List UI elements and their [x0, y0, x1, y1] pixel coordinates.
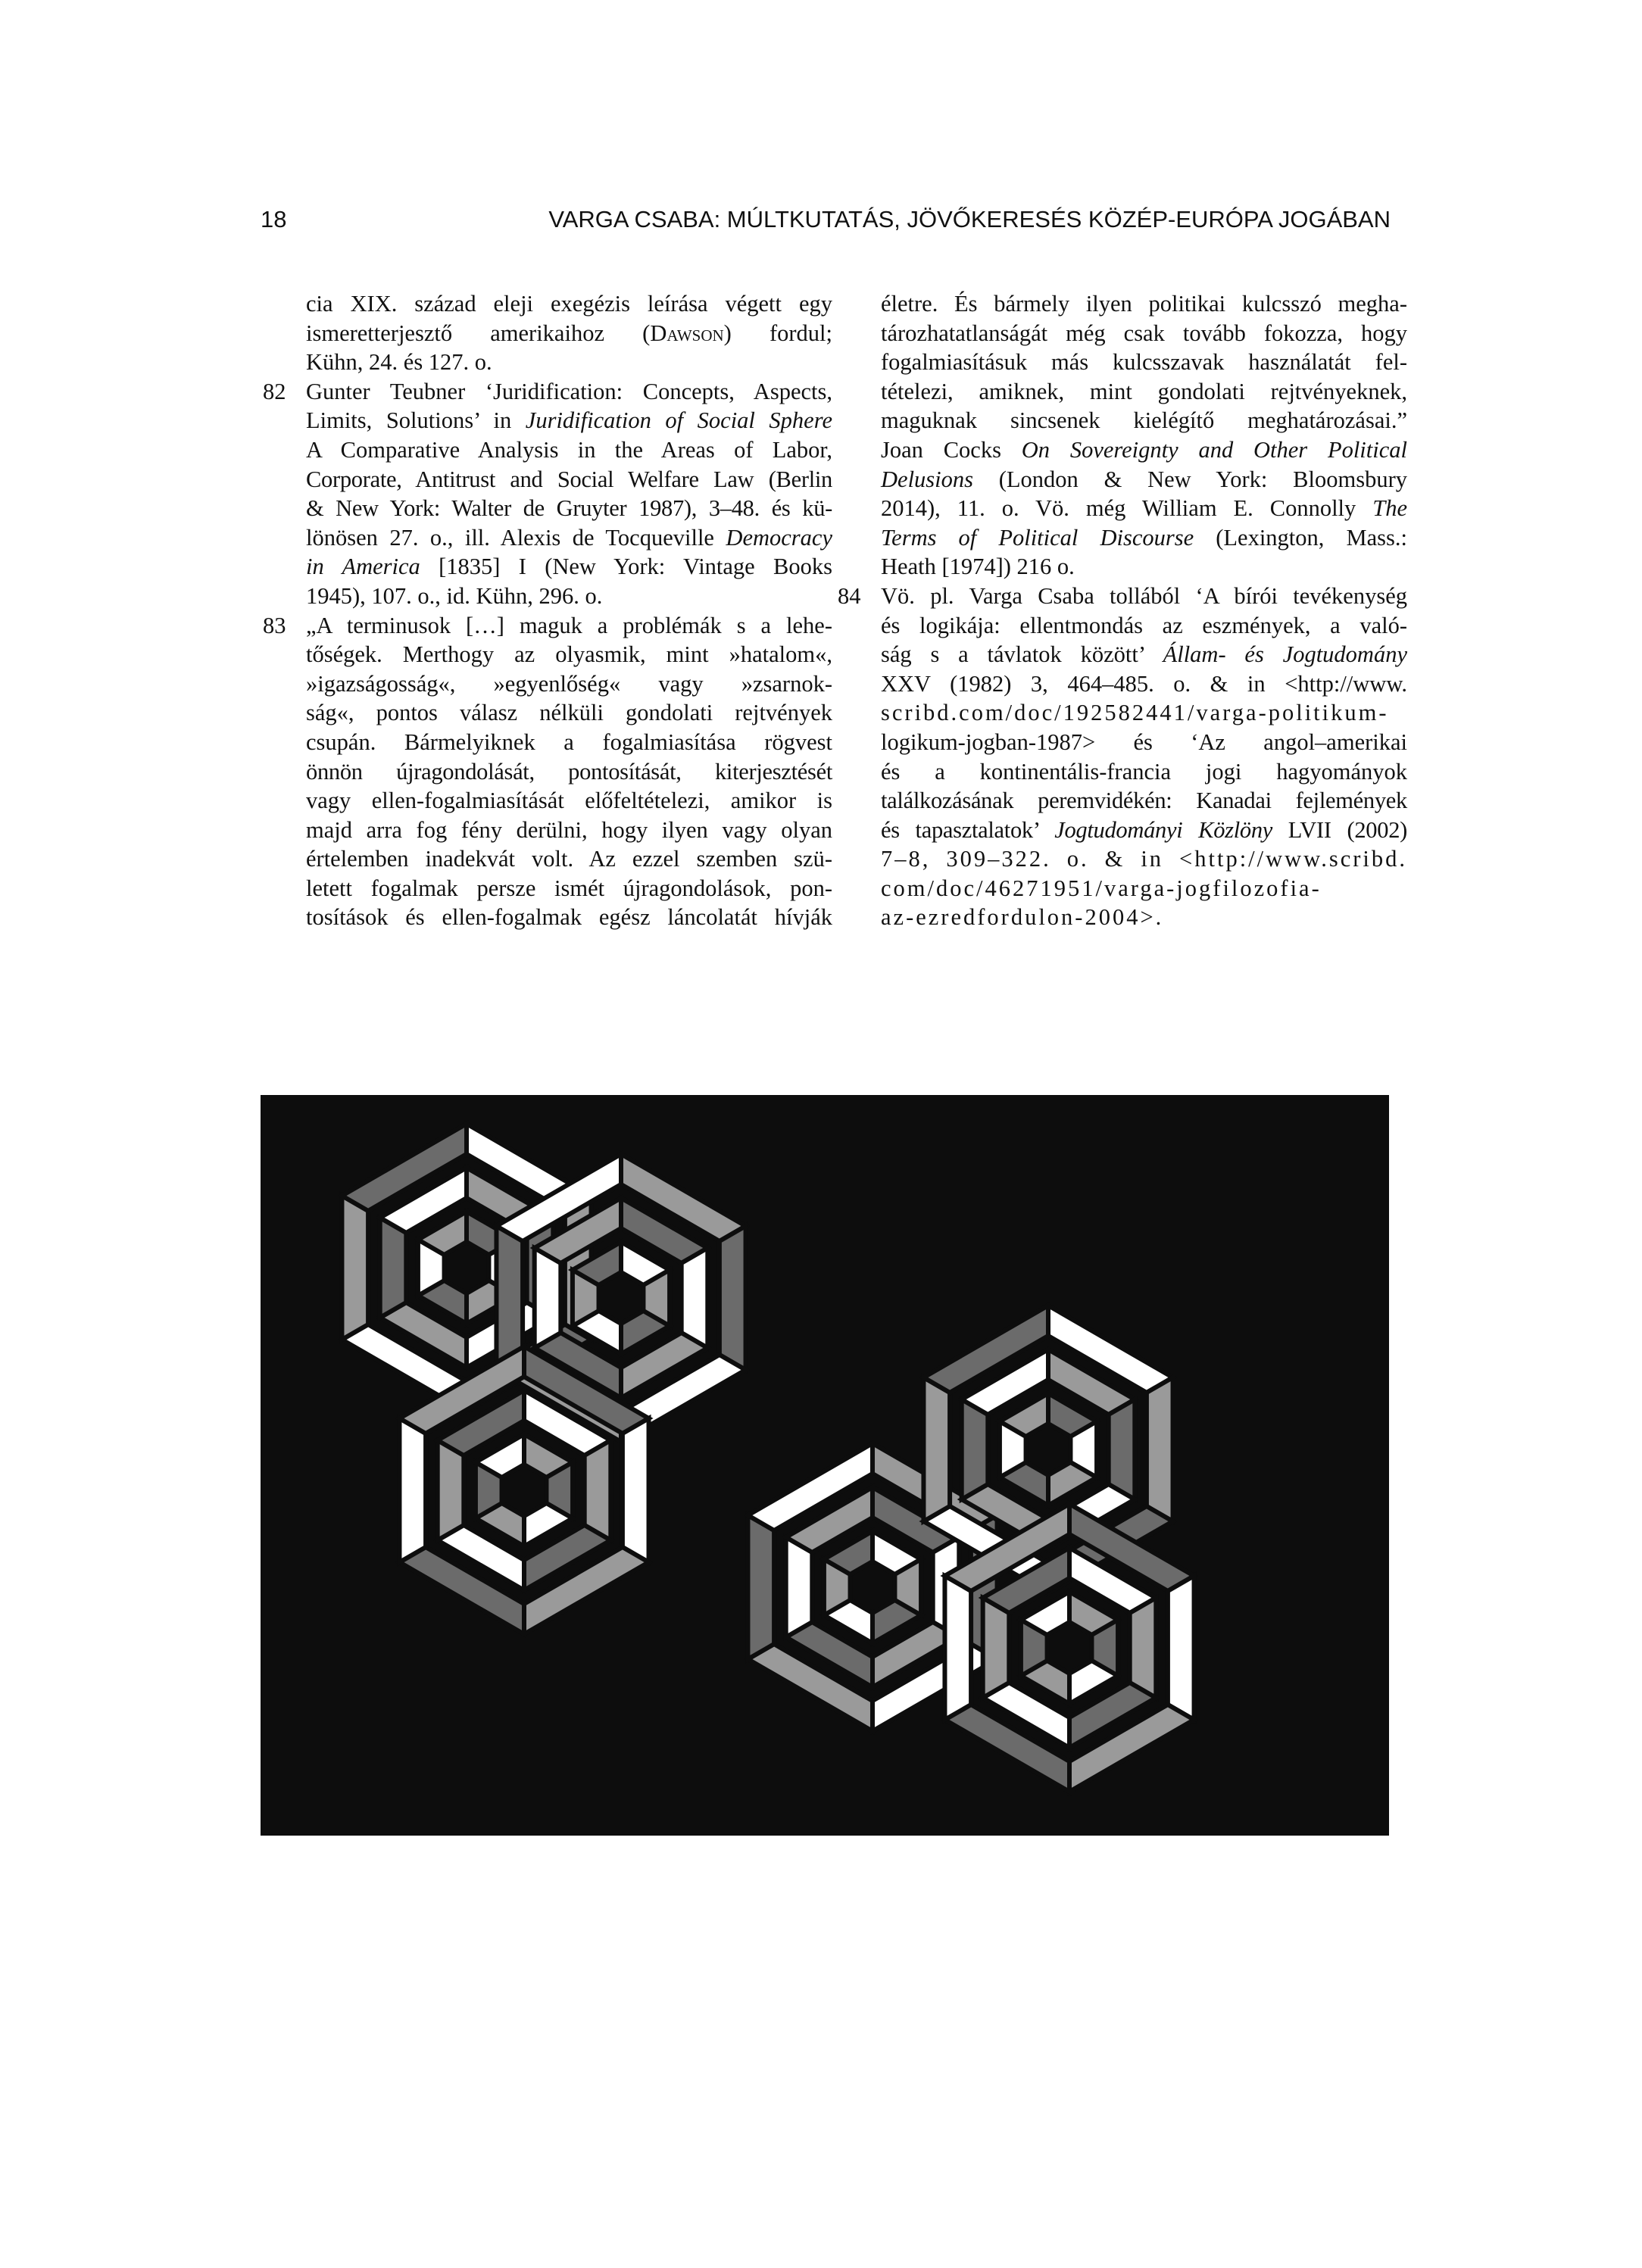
footnote-number: 83 [263, 612, 286, 638]
footnote-number: 84 [838, 582, 861, 609]
text-line: maguknak sincsenek kielégítő meghatározásai.” [881, 407, 1407, 434]
author-small-caps: Dawson [650, 320, 724, 346]
text-line: Terms of Political Discourse (Lexington, Mass.: [881, 524, 1407, 551]
text-line: letett fogalmak persze ismét újragondolások, pon- [306, 875, 832, 901]
italic-title: On Sovereignty and Other Political [1021, 436, 1407, 463]
footnote-83-continuation [881, 289, 1407, 582]
text-line: az-ezredfordulon-2004>. [881, 904, 1164, 931]
text-line: tosítások és ellen-fogalmak egész láncolatát hívják [306, 904, 832, 931]
text-line: Limits, Solutions’ in Juridification of Social Sphere [306, 407, 832, 434]
footnote-81-continuation [306, 289, 832, 377]
text-line: cia XIX. század eleji exegézis leírása végett egy [306, 291, 832, 317]
text-line: 1945), 107. o., id. Kühn, 296. o. [306, 582, 603, 609]
knot-right-left-ring-3 [824, 1531, 921, 1643]
footnote-number: 82 [263, 378, 286, 404]
footnote-83 [263, 611, 832, 933]
text-line: Kühn, 24. és 127. o. [306, 349, 492, 376]
italic-title: Jogtudományi Közlöny [1054, 816, 1273, 843]
italic-title: Delusions [881, 466, 973, 492]
hexagon-band [399, 1418, 426, 1562]
hexagon-knot-illustration [261, 1095, 1389, 1836]
knot-right-bottom-ring-3 [1021, 1592, 1118, 1704]
text-line: Heath [1974]) 216 o. [881, 554, 1075, 580]
text-line: tározhatatlanságát még csak tovább fokozza, hogy [881, 320, 1407, 346]
text-line: 2014), 11. o. Vö. még William E. Connolly The [881, 495, 1407, 522]
text-line: »igazságosság«, »egyenlőség« vagy »zsarnok- [306, 670, 832, 697]
italic-title: Juridification of Social Sphere [525, 407, 832, 434]
text-line: XXV (1982) 3, 464–485. o. & in <http://www. [881, 670, 1407, 697]
text-line: és logikája: ellentmondás az eszmények, a való- [881, 612, 1407, 638]
hexagon-band [623, 1418, 649, 1562]
footnotes-right-column [838, 289, 1408, 932]
text-line: és tapasztalatok’ Jogtudományi Közlöny LVII (2002) [881, 816, 1408, 843]
text-line: értelemben inadekvát volt. Az ezzel szemben szü- [306, 846, 832, 872]
hexagon-band [944, 1576, 971, 1720]
text-line: és a kontinentális-francia jogi hagyományok [881, 758, 1407, 785]
page-number: 18 [261, 206, 287, 232]
text-line: tőségek. Merthogy az olyasmik, mint »hatalom«, [306, 641, 832, 668]
text-line: tételezi, amiknek, mint gondolati rejtvényeknek, [881, 378, 1407, 404]
text-line: önnön újragondolását, pontosítását, kiterjesztését [306, 758, 832, 785]
hexagon-band [748, 1515, 774, 1659]
italic-title: Terms of Political Discourse [881, 524, 1194, 551]
text-line: vagy ellen-fogalmiasítását előfeltételezi, amikor is [306, 788, 832, 814]
text-line: Corporate, Antitrust and Social Welfare Law (Berlin [306, 466, 832, 492]
italic-title: The [1372, 495, 1407, 522]
text-line: Delusions (London & New York: Bloomsbury [881, 466, 1407, 492]
text-line: életre. És bármely ilyen politikai kulcsszó megha- [881, 291, 1407, 317]
hexagon-band [923, 1377, 950, 1521]
footnote-82 [263, 377, 832, 611]
hexagon-band [342, 1196, 368, 1340]
text-line: ismeretterjesztő amerikaihoz (Dawson) fordul; [306, 320, 832, 346]
hexagon-band [720, 1226, 746, 1370]
knot-left-bottom-ring-3 [476, 1434, 573, 1546]
text-line: majd arra fog fény derülni, hogy ilyen vagy olyan [306, 816, 832, 843]
running-head [261, 203, 1391, 236]
text-line: ság s a távlatok között’ Állam- és Jogtudomány [881, 641, 1407, 668]
text-line: Vö. pl. Varga Csaba tollából ‘A bírói tevékenység [881, 582, 1407, 609]
impossible-hexagon-knot-figure [261, 1095, 1389, 1836]
text-line: in America [1835] I (New York: Vintage Books [306, 554, 832, 580]
text-line: scribd.com/doc/192582441/varga-politikum- [881, 700, 1389, 726]
italic-title: Állam- és Jogtudomány [1163, 641, 1407, 668]
footnote-84 [838, 582, 1408, 932]
knot-left-top-ring-2 [380, 1168, 554, 1368]
text-line: logikum-jogban-1987> és ‘Az angol–amerikai [881, 728, 1407, 755]
italic-title: in America [306, 554, 420, 580]
italic-title: Democracy [726, 524, 832, 551]
text-line: & New York: Walter de Gruyter 1987), 3–48. és kü- [306, 495, 832, 522]
text-line: A Comparative Analysis in the Areas of Labor, [306, 436, 832, 463]
knot-right-bottom-ring-2 [983, 1548, 1157, 1748]
running-title: VARGA CSABA: MÚLTKUTATÁS, JÖVŐKERESÉS KÖZÉP-EURÓPA JOGÁBAN [548, 206, 1391, 232]
text-line: csupán. Bármelyiknek a fogalmiasítása rögvest [306, 728, 832, 755]
hexagon-band [1147, 1377, 1173, 1521]
text-line: com/doc/46271951/varga-jogfilozofia- [881, 875, 1322, 901]
text-line: találkozásának peremvidékén: Kanadai fejlemények [881, 788, 1407, 814]
text-line: fogalmiasításuk más kulcsszavak használatát fel- [881, 349, 1407, 376]
knot-right-top-ring-3 [1000, 1393, 1097, 1505]
text-line: Joan Cocks On Sovereignty and Other Political [881, 436, 1407, 463]
text-line: lönösen 27. o., ill. Alexis de Tocqueville Democracy [306, 524, 832, 551]
text-line: Gunter Teubner ‘Juridification: Concepts, Aspects, [306, 378, 832, 404]
text-line: ság«, pontos válasz nélküli gondolati rejtvények [306, 700, 832, 726]
footnotes-left-column [263, 289, 832, 932]
text-line: 7–8, 309–322. o. & in <http://www.scribd. [881, 846, 1407, 872]
text-line: „A terminusok […] maguk a problémák s a lehe- [306, 612, 832, 638]
hexagon-band [1168, 1576, 1194, 1720]
